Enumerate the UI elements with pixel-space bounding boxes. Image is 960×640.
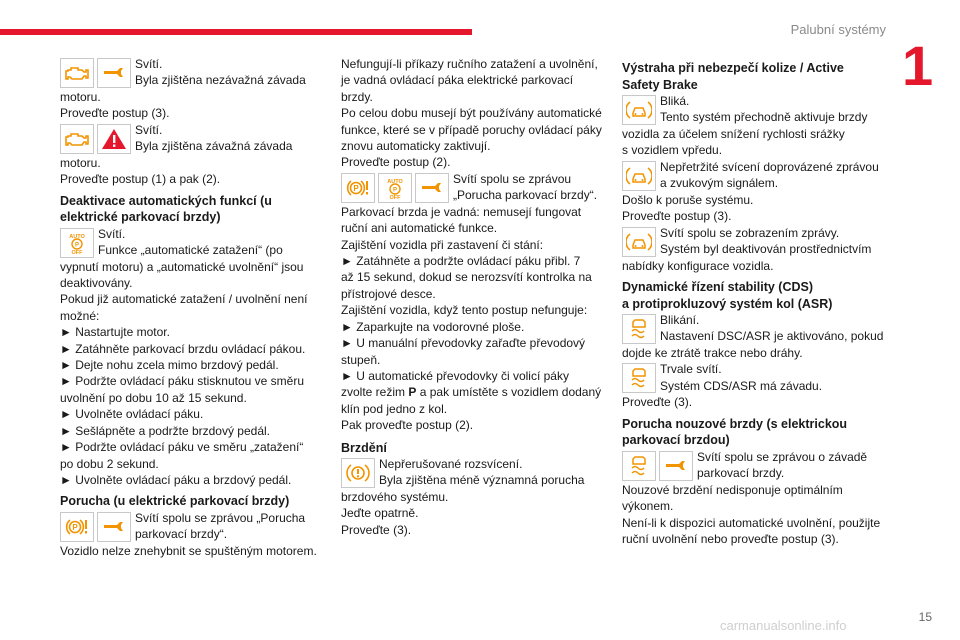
step: ► Podržte ovládací páku stisknutou ve směru	[60, 374, 304, 389]
text-line: motoru.	[60, 90, 101, 104]
text-line: vypnutí motoru) a „automatické uvolnění“ jsou	[60, 259, 304, 274]
section-title: Palubní systémy	[790, 22, 886, 37]
text-line: Pokud již automatické zatažení / uvolnění není	[60, 292, 308, 307]
chapter-number: 1	[902, 34, 934, 97]
skid-icon	[622, 451, 656, 481]
warning-triangle-icon	[97, 124, 131, 154]
text-line: Není-li k dispozici automatické uvolnění, použijte	[622, 515, 881, 530]
icon-group	[622, 95, 656, 125]
step: ► Zatáhněte a podržte ovládací páku přibl. 7	[341, 254, 581, 269]
text-line: Svítí.	[135, 57, 163, 71]
text-line: ruční ani automatické funkce.	[341, 221, 498, 236]
text-line: brzdy.	[341, 89, 373, 104]
text-line: ruční uvolnění nebo proveďte postup (3).	[622, 532, 839, 547]
text-line: Nepřerušované rozsvícení.	[379, 457, 523, 472]
section-heading: Výstraha při nebezpečí kolize / Active Safety Brake	[622, 61, 844, 92]
auto-off-icon	[60, 228, 94, 258]
text-line: s vozidlem vpředu.	[622, 143, 723, 158]
collision-icon	[622, 227, 656, 257]
text-line: Nepřetržité svícení doprovázené zprávou	[660, 159, 879, 174]
text-line: „Porucha parkovací brzdy“.	[453, 188, 598, 203]
text-line: až 15 sekund, dokud se nerozsvítí kontrolka na	[341, 270, 592, 285]
step: ► Zaparkujte na vodorovné ploše.	[341, 319, 525, 334]
text-line: Proveďte (3).	[622, 395, 693, 410]
text-line: a zvukovým signálem.	[660, 176, 779, 191]
engine-icon	[60, 58, 94, 88]
icon-group	[60, 124, 131, 154]
text-line: brzdového systému.	[341, 490, 449, 505]
text-line: motoru.	[60, 155, 101, 170]
text-line: Jeďte opatrně.	[341, 506, 419, 521]
text-line: Nefungují-li příkazy ručního zatažení a uvolnění,	[341, 57, 598, 71]
text-line: Proveďte postup (2).	[341, 155, 451, 170]
text-line: Systém CDS/ASR má závadu.	[660, 378, 823, 393]
parking-brake-fault-icon	[341, 173, 375, 203]
header-red-bar	[0, 29, 472, 35]
step: ► Dejte nohu zcela mimo brzdový pedál.	[60, 358, 279, 373]
text-line: Bliká.	[660, 94, 690, 108]
icon-group	[341, 458, 375, 488]
icon-group	[60, 228, 94, 258]
text-line: klín pod jedno z kol.	[341, 401, 448, 416]
text-line: Vozidlo nelze znehybnit se spuštěným motorem.	[60, 543, 317, 558]
text-line: možné:	[60, 308, 100, 323]
wrench-icon	[415, 173, 449, 203]
text-line: Svítí.	[135, 122, 163, 137]
entry-skid-blink	[622, 312, 888, 345]
entry-collision-fault	[622, 159, 888, 192]
text-line: zvolte režim P a pak umístěte s vozidlem dodaný	[341, 385, 602, 400]
text-line: Parkovací brzda je vadná: nemusejí fungovat	[341, 204, 582, 219]
auto-off-icon	[378, 173, 412, 203]
text-line: Svítí spolu se zobrazením zprávy.	[660, 225, 840, 240]
section-heading: Porucha nouzové brzdy (s elektrickou parkovací brzdou)	[622, 416, 848, 448]
entry-emergency-brake	[622, 449, 888, 482]
text-line: vozidla za účelem snížení rychlosti srážky	[622, 127, 845, 141]
icon-group	[622, 363, 656, 393]
section-heading: Porucha (u elektrické parkovací brzdy)	[60, 494, 290, 509]
collision-icon	[622, 161, 656, 191]
step: ► Uvolněte ovládací páku a brzdový pedál.	[60, 472, 292, 487]
text-line: Funkce „automatické zatažení“ (po	[98, 243, 283, 258]
section-heading: Dynamické řízení stability (CDS) a protiprokluzový systém kol (ASR)	[622, 280, 833, 311]
text-line: Byla zjištěna nezávažná závada	[135, 73, 306, 88]
text-line: Zajištění vozidla, když tento postup nefunguje:	[341, 303, 588, 318]
step: ► U automatické převodovky či volicí páky	[341, 368, 569, 383]
step: ► Zatáhněte parkovací brzdu ovládací pákou.	[60, 341, 306, 356]
text-line: nabídky konfigurace vozidla.	[622, 258, 774, 273]
text-line: výkonem.	[622, 499, 674, 514]
icon-group	[622, 451, 693, 481]
text-line: Svítí spolu se zprávou „Porucha	[135, 510, 306, 525]
text-line: Svítí.	[98, 226, 126, 241]
text-line: funkce, které se v případě poruchy ovládací páky	[341, 122, 602, 137]
text-line: Proveďte postup (1) a pak (2).	[60, 172, 221, 187]
entry-skid-fault	[622, 361, 888, 394]
watermark: carmanualsonline.info	[720, 618, 847, 633]
collision-icon	[622, 95, 656, 125]
column-3	[622, 56, 888, 547]
entry-park-brake-fault	[60, 510, 322, 543]
text-line: přístrojové desce.	[341, 286, 436, 301]
text-line: Byla zjištěna méně významná porucha	[379, 473, 585, 488]
text-line: parkovací brzdy“.	[135, 527, 228, 542]
step: ► Uvolněte ovládací páku.	[60, 407, 204, 422]
step: uvolnění po dobu 10 až 15 sekund.	[60, 390, 247, 405]
text-line: Po celou dobu musejí být používány automatické	[341, 106, 602, 121]
entry-auto-off	[60, 226, 322, 259]
engine-icon	[60, 124, 94, 154]
text-line: Svítí spolu se zprávou o závadě	[697, 449, 868, 464]
wrench-icon	[659, 451, 693, 481]
icon-group	[622, 314, 656, 344]
step: ► Podržte ovládací páku ve směru „zatažení“	[60, 440, 304, 455]
text-line: je vadná ovládací páka elektrické parkovací	[341, 73, 574, 88]
step: ► U manuální převodovky zařaďte převodový	[341, 336, 586, 351]
text-line: Trvale svítí.	[660, 362, 722, 377]
section-heading: Deaktivace automatických funkcí (u elektrické parkovací brzdy)	[60, 193, 272, 225]
text-line: Nastavení DSC/ASR je aktivováno, pokud	[660, 329, 884, 344]
text-line: dojde ke ztrátě trakce nebo dráhy.	[622, 346, 803, 361]
entry-braking	[341, 456, 605, 489]
text-line: Zajištění vozidla při zastavení či stání:	[341, 237, 544, 252]
text-line: Blikání.	[660, 313, 700, 328]
brake-icon	[341, 458, 375, 488]
icon-group	[60, 58, 131, 88]
text-line: Byla zjištěna závažná závada	[135, 139, 293, 154]
text-line: parkovací brzdy.	[697, 466, 785, 481]
entry-engine-major	[60, 122, 322, 155]
text-line: stupeň.	[341, 352, 381, 367]
text-line: Systém byl deaktivován prostřednictvím	[660, 242, 872, 257]
skid-icon	[622, 363, 656, 393]
column-1	[60, 56, 322, 559]
step: po dobu 2 sekund.	[60, 456, 159, 471]
column-2	[341, 56, 605, 538]
skid-icon	[622, 314, 656, 344]
entry-engine-minor	[60, 56, 322, 89]
wrench-icon	[97, 58, 131, 88]
icon-group	[341, 173, 449, 203]
text-line: Pak proveďte postup (2).	[341, 418, 474, 433]
entry-collision-deactivated	[622, 225, 888, 258]
wrench-icon	[97, 512, 131, 542]
step: ► Sešlápněte a podržte brzdový pedál.	[60, 423, 271, 438]
steps-list	[60, 324, 322, 488]
mode-p: P	[408, 385, 417, 400]
text-line: Nouzové brzdění nedisponuje optimálním	[622, 482, 843, 497]
icon-group	[60, 512, 131, 542]
icon-group	[622, 161, 656, 191]
text-line: Došlo k poruše systému.	[622, 192, 754, 207]
text-line: deaktivovány.	[60, 276, 133, 291]
section-heading: Brzdění	[341, 440, 387, 455]
text-line: Proveďte postup (3).	[622, 209, 732, 224]
text-line: Proveďte postup (3).	[60, 106, 170, 121]
text-line: znovu automaticky zaktivují.	[341, 139, 491, 154]
step: ► Nastartujte motor.	[60, 325, 170, 340]
entry-collision-blink	[622, 93, 888, 126]
text-line: Tento systém přechodně aktivuje brzdy	[660, 110, 868, 125]
text-line: Proveďte (3).	[341, 522, 412, 537]
entry-park-brake-fault-2	[341, 171, 605, 204]
page-number: 15	[918, 610, 932, 624]
text-line: Svítí spolu se zprávou	[453, 171, 572, 186]
icon-group	[622, 227, 656, 257]
parking-brake-fault-icon	[60, 512, 94, 542]
